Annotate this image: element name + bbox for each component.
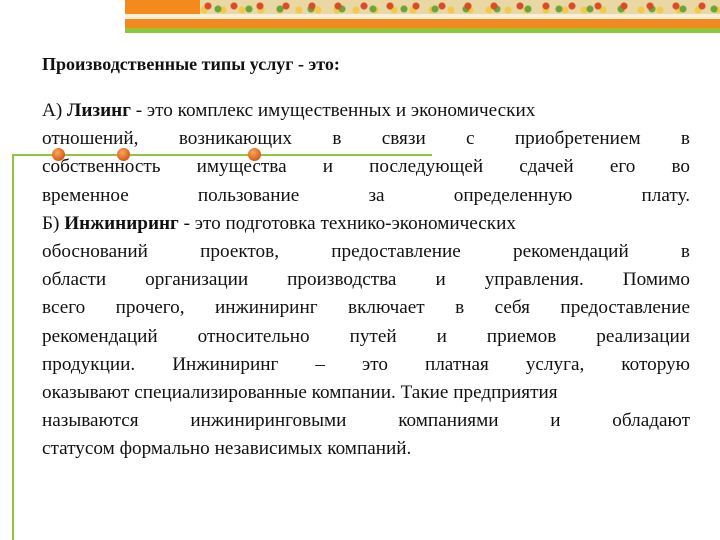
slide-body-text	[42, 97, 690, 464]
line-text: обоснований проектов, предоставление рекомендаций в	[42, 241, 690, 263]
slide-title: Производственные типы услуг - это:	[42, 54, 340, 74]
text-line	[42, 153, 690, 181]
line-text: - это комплекс имущественных и экономических	[130, 100, 536, 121]
header-green-line	[125, 28, 720, 33]
text-line	[42, 435, 690, 463]
line-text: области организации производства и управления. Помимо	[42, 269, 690, 291]
text-line	[42, 294, 690, 322]
term-bold: Лизинг	[67, 100, 131, 121]
line-text: называются инжиниринговыми компаниями и обладают	[42, 410, 690, 432]
text-line	[42, 125, 690, 153]
text-line	[42, 182, 690, 210]
green-vertical-line	[12, 154, 14, 540]
line-text: оказывают специализированные компании. Такие предприятия	[42, 382, 558, 404]
text-line	[42, 210, 690, 238]
text-line	[42, 407, 690, 435]
line-text: - это подготовка технико-экономических	[178, 212, 516, 234]
header-light-strip	[125, 14, 720, 19]
term-bold: Инжиниринг	[64, 212, 179, 234]
header-fruit-pattern	[200, 0, 720, 14]
text-line	[42, 351, 690, 379]
line-text: временное пользование за определенную плату.	[42, 184, 690, 206]
text-line	[42, 323, 690, 351]
text-line	[42, 266, 690, 294]
text-line	[42, 238, 690, 266]
text-line	[42, 97, 690, 125]
line-prefix: Б)	[42, 212, 65, 234]
line-text: статусом формально независимых компаний.	[42, 438, 412, 460]
line-text: всего прочего, инжиниринг включает в себя предоставление	[42, 297, 690, 319]
text-line	[42, 379, 690, 407]
line-prefix: А)	[42, 100, 68, 121]
line-text: рекомендаций относительно путей и приемов реализации	[42, 325, 690, 347]
line-text: отношений, возникающих в связи с приобретением в	[42, 128, 690, 150]
line-text: продукции. Инжиниринг – это платная услуга, которую	[42, 353, 690, 375]
line-text: собственность имущества и последующей сдачей его во	[42, 156, 690, 178]
